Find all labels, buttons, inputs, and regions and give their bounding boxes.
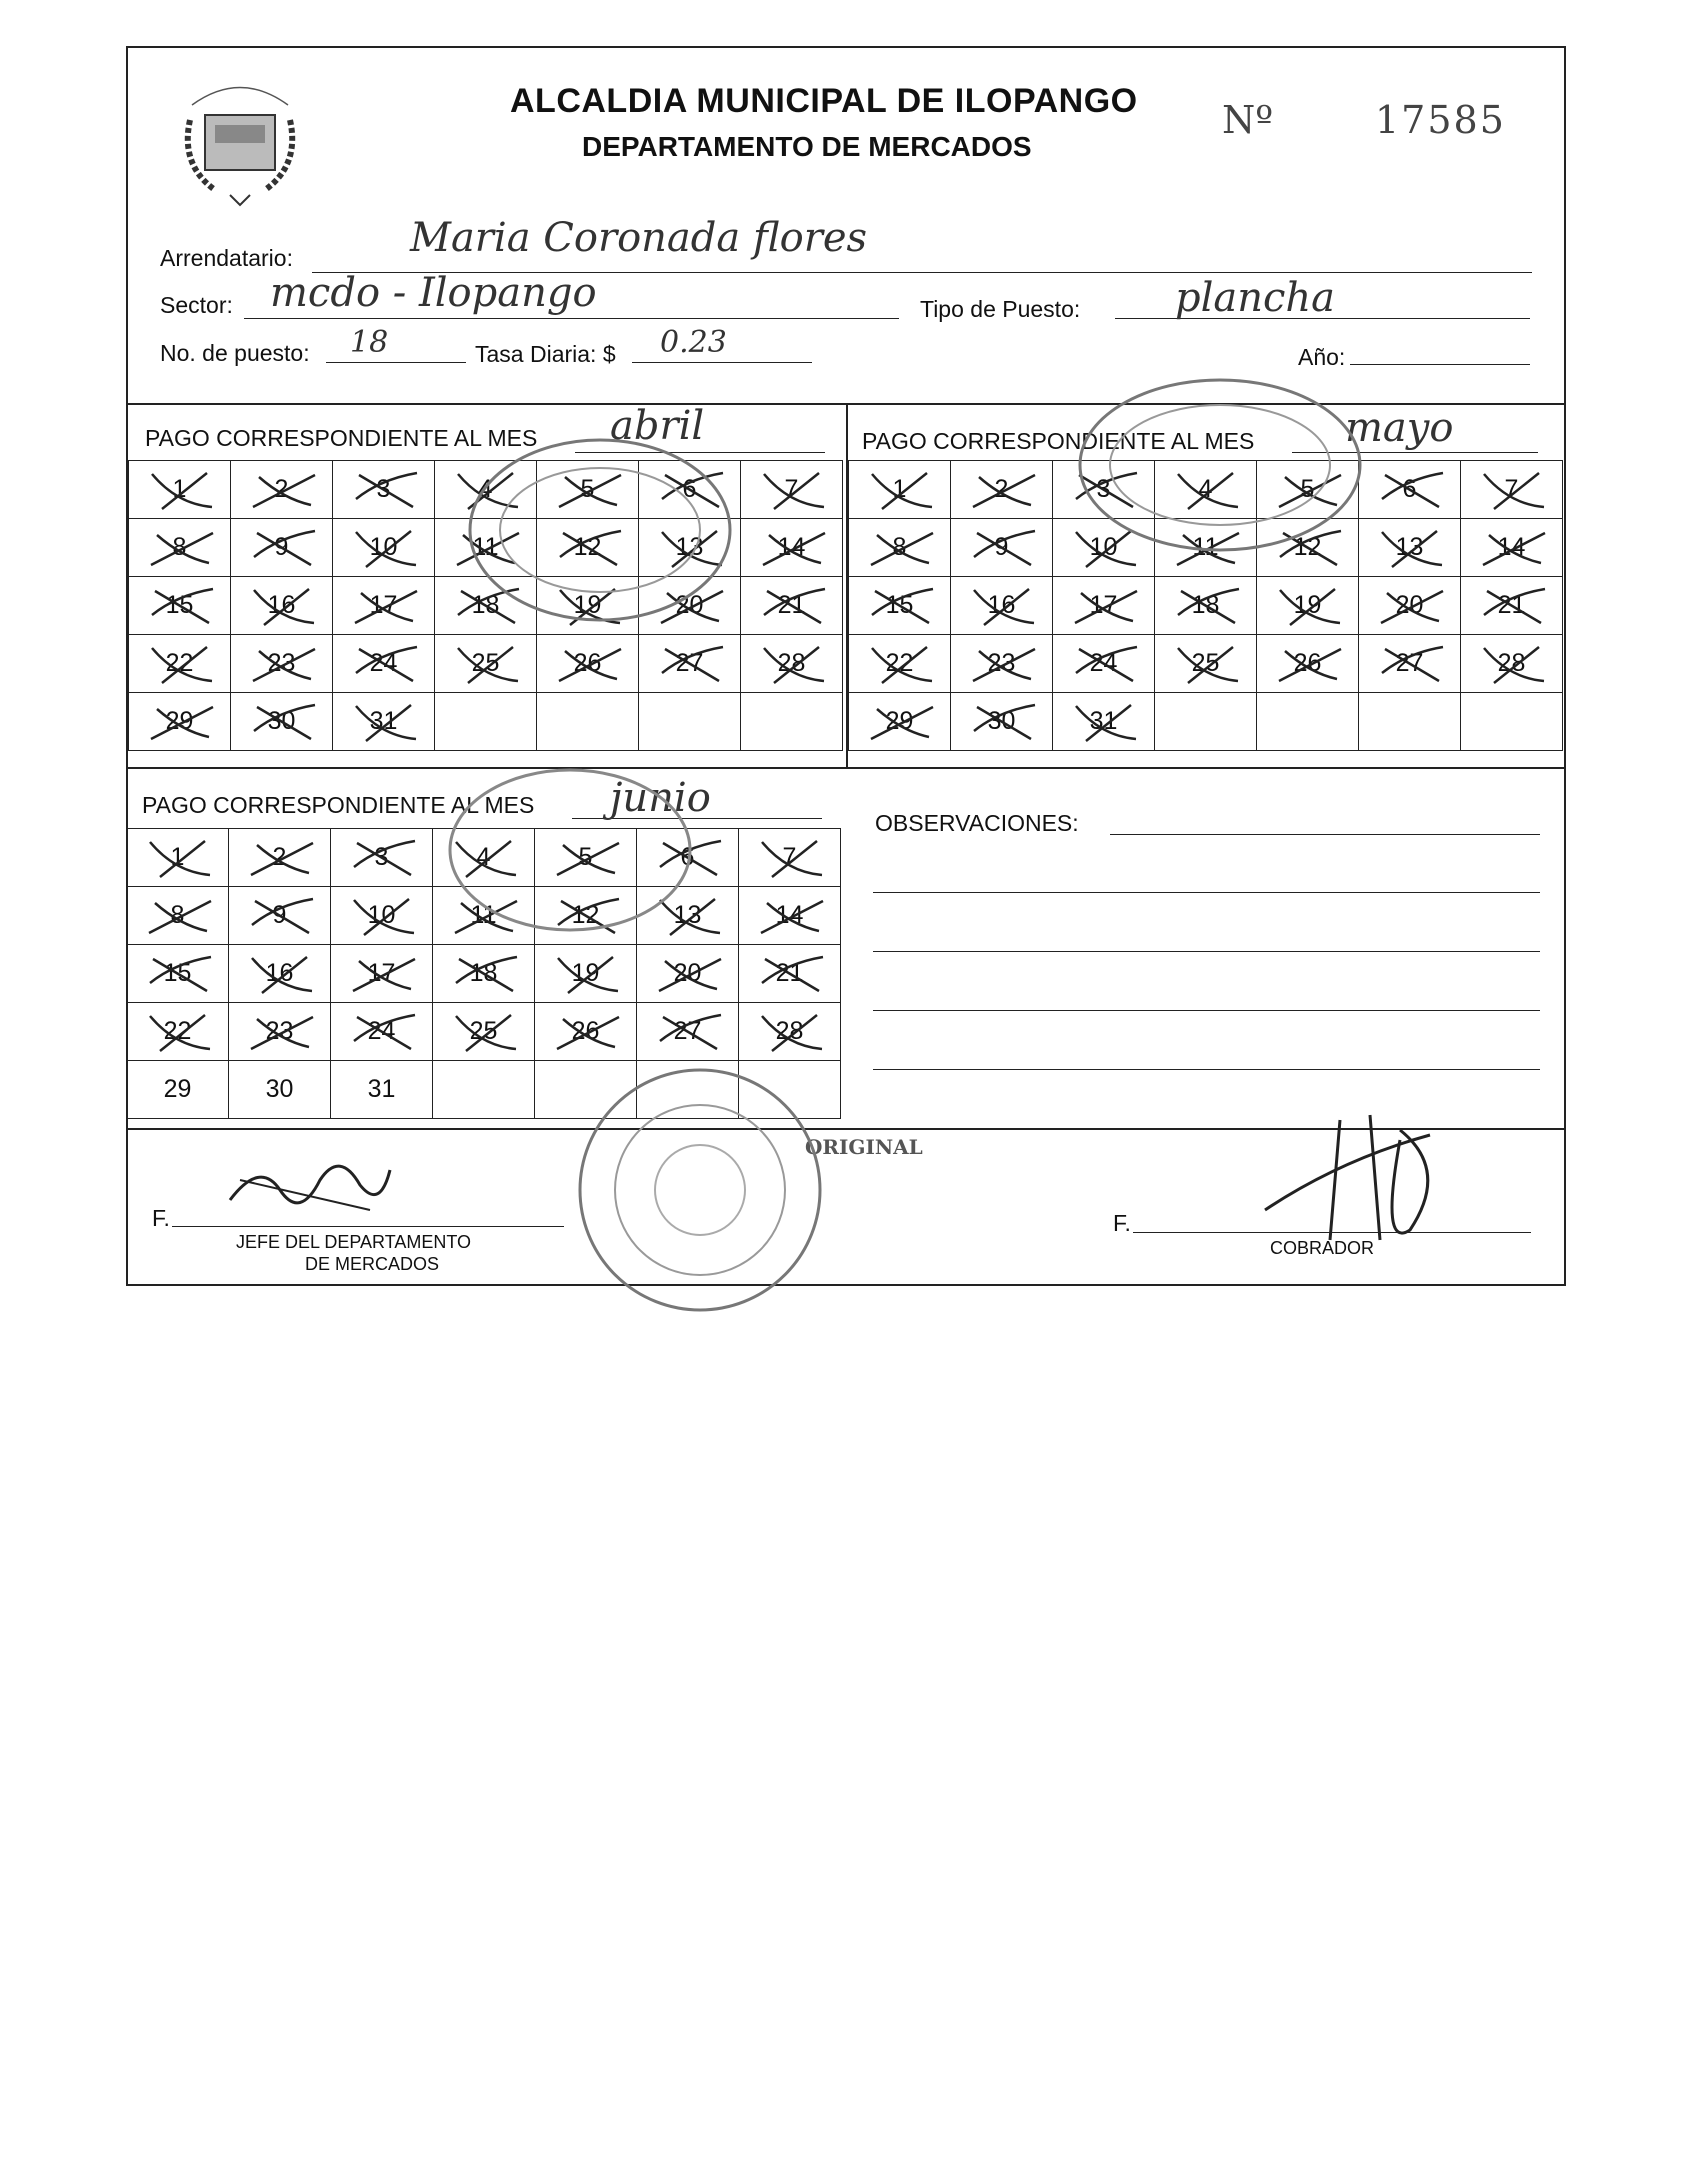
section-divider-middle <box>126 767 1566 769</box>
month2-day-cell <box>1155 577 1257 635</box>
month2-day-number: 14 <box>1497 533 1526 561</box>
month2-day-cell <box>1461 519 1563 577</box>
month2-day-number: 30 <box>987 707 1016 735</box>
month1-day-number: 4 <box>478 475 493 503</box>
month2-day-number: 25 <box>1191 649 1220 677</box>
month1-label: PAGO CORRESPONDIENTE AL MES <box>145 425 538 451</box>
sector-value: mcdo - Ilopango <box>270 270 597 316</box>
month2-week-row <box>849 635 1563 693</box>
tasa-label: Tasa Diaria: $ <box>475 341 616 367</box>
month3-day-number: 21 <box>775 959 804 987</box>
month3-day-cell <box>331 887 433 945</box>
month1-day-number: 18 <box>471 591 500 619</box>
folio-number: 17585 <box>1375 98 1506 142</box>
tipo-puesto-value: plancha <box>1175 275 1336 321</box>
month3-day-number: 13 <box>673 901 702 929</box>
month2-day-number: 18 <box>1191 591 1220 619</box>
month2-day-cell <box>951 519 1053 577</box>
month3-day-cell <box>229 1003 331 1061</box>
month2-day-cell <box>1155 635 1257 693</box>
month2-day-cell <box>1359 577 1461 635</box>
month2-day-number: 20 <box>1395 591 1424 619</box>
month2-day-number: 9 <box>994 533 1009 561</box>
month3-day-cell <box>739 945 841 1003</box>
jefe-signature <box>220 1140 400 1230</box>
month2-day-cell <box>1257 635 1359 693</box>
month1-day-cell <box>129 577 231 635</box>
obs-line-4 <box>873 1010 1540 1011</box>
puesto-label: No. de puesto: <box>160 340 310 366</box>
month3-day-number: 27 <box>673 1017 702 1045</box>
month1-day-cell <box>741 635 843 693</box>
month1-day-cell <box>231 519 333 577</box>
month1-day-number: 5 <box>580 475 595 503</box>
month1-day-number: 12 <box>573 533 602 561</box>
month1-day-cell <box>231 635 333 693</box>
month1-day-number: 23 <box>267 649 296 677</box>
month3-day-cell <box>637 1003 739 1061</box>
month1-day-number: 20 <box>675 591 704 619</box>
month3-day-cell <box>229 1061 331 1119</box>
month2-day-number: 10 <box>1089 533 1118 561</box>
month3-day-cell <box>433 945 535 1003</box>
month1-day-cell <box>435 635 537 693</box>
month2-label: PAGO CORRESPONDIENTE AL MES <box>862 428 1255 454</box>
puesto-value: 18 <box>350 325 389 360</box>
tipo-puesto-label: Tipo de Puesto: <box>920 296 1081 322</box>
month1-week-row <box>129 635 843 693</box>
month2-day-cell <box>1053 693 1155 751</box>
month1-day-number: 8 <box>172 533 187 561</box>
month1-day-number: 11 <box>472 533 499 561</box>
month1-day-cell <box>333 461 435 519</box>
month1-day-cell <box>741 461 843 519</box>
signature-f1: F. <box>152 1205 170 1231</box>
month2-day-number: 28 <box>1497 649 1526 677</box>
sector-label: Sector: <box>160 292 233 318</box>
month1-day-number: 27 <box>675 649 704 677</box>
page-title: ALCALDIA MUNICIPAL DE ILOPANGO <box>510 82 1138 120</box>
month2-day-number: 22 <box>885 649 914 677</box>
month3-day-cell <box>229 945 331 1003</box>
month2-day-number: 7 <box>1504 475 1519 503</box>
month2-day-cell <box>849 461 951 519</box>
month3-day-number: 26 <box>571 1017 600 1045</box>
month2-day-number: 19 <box>1293 591 1322 619</box>
month1-day-cell <box>231 461 333 519</box>
month3-label: PAGO CORRESPONDIENTE AL MES <box>142 792 535 818</box>
jefe-title-2: DE MERCADOS <box>305 1254 440 1274</box>
month1-day-number: 6 <box>682 475 697 503</box>
month1-day-cell <box>537 635 639 693</box>
month1-day-cell <box>333 519 435 577</box>
jefe-title: JEFE DEL DEPARTAMENTO <box>236 1232 472 1252</box>
original-mark: ORIGINAL <box>805 1135 923 1159</box>
month3-day-number: 11 <box>470 901 497 929</box>
month3-day-cell <box>127 1003 229 1061</box>
month3-day-number: 9 <box>272 901 287 929</box>
month1-empty-cell <box>435 693 537 751</box>
month3-day-number: 3 <box>374 843 389 871</box>
month2-day-number: 5 <box>1300 475 1315 503</box>
month2-day-cell <box>1053 635 1155 693</box>
month1-day-number: 10 <box>369 533 398 561</box>
month3-empty-cell <box>433 1061 535 1119</box>
month3-day-cell <box>535 945 637 1003</box>
month3-day-cell <box>229 887 331 945</box>
month2-day-cell <box>1461 635 1563 693</box>
month3-day-cell <box>739 829 841 887</box>
month3-day-cell <box>535 1003 637 1061</box>
month1-day-number: 31 <box>369 707 398 735</box>
month3-day-cell <box>739 887 841 945</box>
month1-day-number: 30 <box>267 707 296 735</box>
month3-day-cell <box>127 945 229 1003</box>
observaciones-label: OBSERVACIONES: <box>875 810 1079 836</box>
month2-day-number: 31 <box>1089 707 1118 735</box>
month2-day-cell <box>849 577 951 635</box>
month1-day-number: 28 <box>777 649 806 677</box>
month1-day-number: 21 <box>777 591 806 619</box>
month1-value: abril <box>610 403 705 449</box>
month1-empty-cell <box>741 693 843 751</box>
admin-stamp-2 <box>1070 370 1370 560</box>
month3-day-number: 17 <box>367 959 396 987</box>
month1-day-cell <box>129 461 231 519</box>
month2-day-cell <box>849 519 951 577</box>
month1-day-number: 15 <box>165 591 194 619</box>
month1-day-number: 17 <box>369 591 398 619</box>
month3-day-number: 25 <box>469 1017 498 1045</box>
month2-day-cell <box>951 693 1053 751</box>
month2-day-cell <box>849 635 951 693</box>
month1-day-cell <box>333 693 435 751</box>
page-subtitle: DEPARTAMENTO DE MERCADOS <box>582 131 1032 162</box>
arrendatario-label: Arrendatario: <box>160 245 293 271</box>
month3-day-number: 6 <box>680 843 695 871</box>
month2-day-number: 24 <box>1089 649 1118 677</box>
month2-day-number: 26 <box>1293 649 1322 677</box>
month1-week-row <box>129 693 843 751</box>
month3-day-cell <box>127 887 229 945</box>
month1-day-number: 3 <box>376 475 391 503</box>
month3-day-cell <box>637 945 739 1003</box>
month2-week-row <box>849 693 1563 751</box>
month1-day-cell <box>231 693 333 751</box>
month1-day-number: 22 <box>165 649 194 677</box>
month3-day-number: 19 <box>571 959 600 987</box>
month2-day-number: 1 <box>892 475 907 503</box>
month2-day-cell <box>951 461 1053 519</box>
month3-day-number: 20 <box>673 959 702 987</box>
month1-day-number: 29 <box>165 707 194 735</box>
month1-day-cell <box>333 577 435 635</box>
month3-day-number: 2 <box>272 843 287 871</box>
month3-value: junio <box>610 775 711 821</box>
month1-empty-cell <box>537 693 639 751</box>
month3-day-number: 22 <box>163 1017 192 1045</box>
month2-day-number: 8 <box>892 533 907 561</box>
month3-day-number: 15 <box>163 959 192 987</box>
month3-day-cell <box>331 945 433 1003</box>
month1-day-number: 19 <box>573 591 602 619</box>
month3-day-number: 23 <box>265 1017 294 1045</box>
month2-value: mayo <box>1345 405 1454 451</box>
admin-stamp-3 <box>440 760 700 940</box>
month2-day-number: 12 <box>1293 533 1322 561</box>
month2-day-number: 13 <box>1395 533 1424 561</box>
month3-day-number: 8 <box>170 901 185 929</box>
month3-week-row <box>127 1003 841 1061</box>
month1-day-number: 25 <box>471 649 500 677</box>
month1-day-cell <box>741 519 843 577</box>
folio-label: Nº <box>1222 98 1274 142</box>
month2-day-cell <box>1359 635 1461 693</box>
month2-day-number: 3 <box>1096 475 1111 503</box>
month1-empty-cell <box>639 693 741 751</box>
month1-day-cell <box>231 577 333 635</box>
alcaldia-stamp <box>570 1060 830 1320</box>
month1-day-number: 9 <box>274 533 289 561</box>
obs-line-2 <box>873 892 1540 893</box>
month3-day-number: 31 <box>367 1075 396 1103</box>
month1-day-number: 13 <box>675 533 704 561</box>
month2-empty-cell <box>1257 693 1359 751</box>
month1-day-number: 16 <box>267 591 296 619</box>
month2-day-number: 16 <box>987 591 1016 619</box>
month2-day-cell <box>951 635 1053 693</box>
month3-day-number: 5 <box>578 843 593 871</box>
month2-day-cell <box>951 577 1053 635</box>
month2-day-number: 21 <box>1497 591 1526 619</box>
month1-day-cell <box>639 635 741 693</box>
cobrador-title: COBRADOR <box>1270 1238 1375 1258</box>
month3-day-number: 1 <box>170 843 185 871</box>
month2-day-number: 4 <box>1198 475 1213 503</box>
month2-day-number: 23 <box>987 649 1016 677</box>
month3-day-number: 10 <box>367 901 396 929</box>
month1-day-number: 14 <box>777 533 806 561</box>
month2-day-cell <box>1359 519 1461 577</box>
month2-day-cell <box>1461 461 1563 519</box>
month1-day-number: 24 <box>369 649 398 677</box>
arrendatario-value: Maria Coronada flores <box>410 215 868 261</box>
cobrador-signature <box>1260 1100 1480 1250</box>
month3-day-cell <box>331 1061 433 1119</box>
month3-day-cell <box>127 829 229 887</box>
month2-day-number: 6 <box>1402 475 1417 503</box>
tasa-value: 0.23 <box>660 325 727 360</box>
month3-day-number: 28 <box>775 1017 804 1045</box>
month3-day-cell <box>331 1003 433 1061</box>
month1-day-number: 7 <box>784 475 799 503</box>
month3-day-cell <box>127 1061 229 1119</box>
obs-line-3 <box>873 951 1540 952</box>
month1-day-number: 26 <box>573 649 602 677</box>
month3-day-cell <box>739 1003 841 1061</box>
month2-day-cell <box>1359 461 1461 519</box>
municipal-seal <box>170 75 310 215</box>
admin-stamp-1 <box>460 430 740 630</box>
month2-week-row <box>849 577 1563 635</box>
month2-empty-cell <box>1461 693 1563 751</box>
tasa-line <box>632 362 812 363</box>
month3-day-number: 16 <box>265 959 294 987</box>
month3-day-cell <box>331 829 433 887</box>
month3-day-number: 12 <box>571 901 600 929</box>
month3-day-number: 18 <box>469 959 498 987</box>
month2-day-cell <box>849 693 951 751</box>
month1-day-cell <box>129 635 231 693</box>
obs-line-1 <box>1110 834 1540 835</box>
month1-day-cell <box>333 635 435 693</box>
month1-day-number: 1 <box>172 475 187 503</box>
month2-day-number: 29 <box>885 707 914 735</box>
month1-day-cell <box>129 693 231 751</box>
obs-line-5 <box>873 1069 1540 1070</box>
month2-day-number: 11 <box>1192 533 1219 561</box>
sector-line <box>244 318 899 319</box>
signature-f2: F. <box>1113 1210 1131 1236</box>
month1-day-cell <box>741 577 843 635</box>
month1-day-cell <box>129 519 231 577</box>
month3-day-number: 30 <box>265 1075 294 1103</box>
month3-day-cell <box>433 1003 535 1061</box>
month3-day-number: 7 <box>782 843 797 871</box>
month2-day-cell <box>1461 577 1563 635</box>
month2-empty-cell <box>1359 693 1461 751</box>
anio-label: Año: <box>1298 344 1346 370</box>
month3-day-number: 4 <box>476 843 491 871</box>
month3-day-number: 29 <box>163 1075 192 1103</box>
month3-day-cell <box>229 829 331 887</box>
month1-day-number: 2 <box>274 475 289 503</box>
month2-day-number: 15 <box>885 591 914 619</box>
month2-empty-cell <box>1155 693 1257 751</box>
anio-line <box>1350 364 1530 365</box>
month3-day-number: 24 <box>367 1017 396 1045</box>
month2-day-number: 17 <box>1089 591 1118 619</box>
month3-day-number: 14 <box>775 901 804 929</box>
puesto-line <box>326 362 466 363</box>
month2-day-cell <box>1053 577 1155 635</box>
month2-day-number: 27 <box>1395 649 1424 677</box>
month2-day-cell <box>1257 577 1359 635</box>
month2-day-number: 2 <box>994 475 1009 503</box>
month3-week-row <box>127 945 841 1003</box>
